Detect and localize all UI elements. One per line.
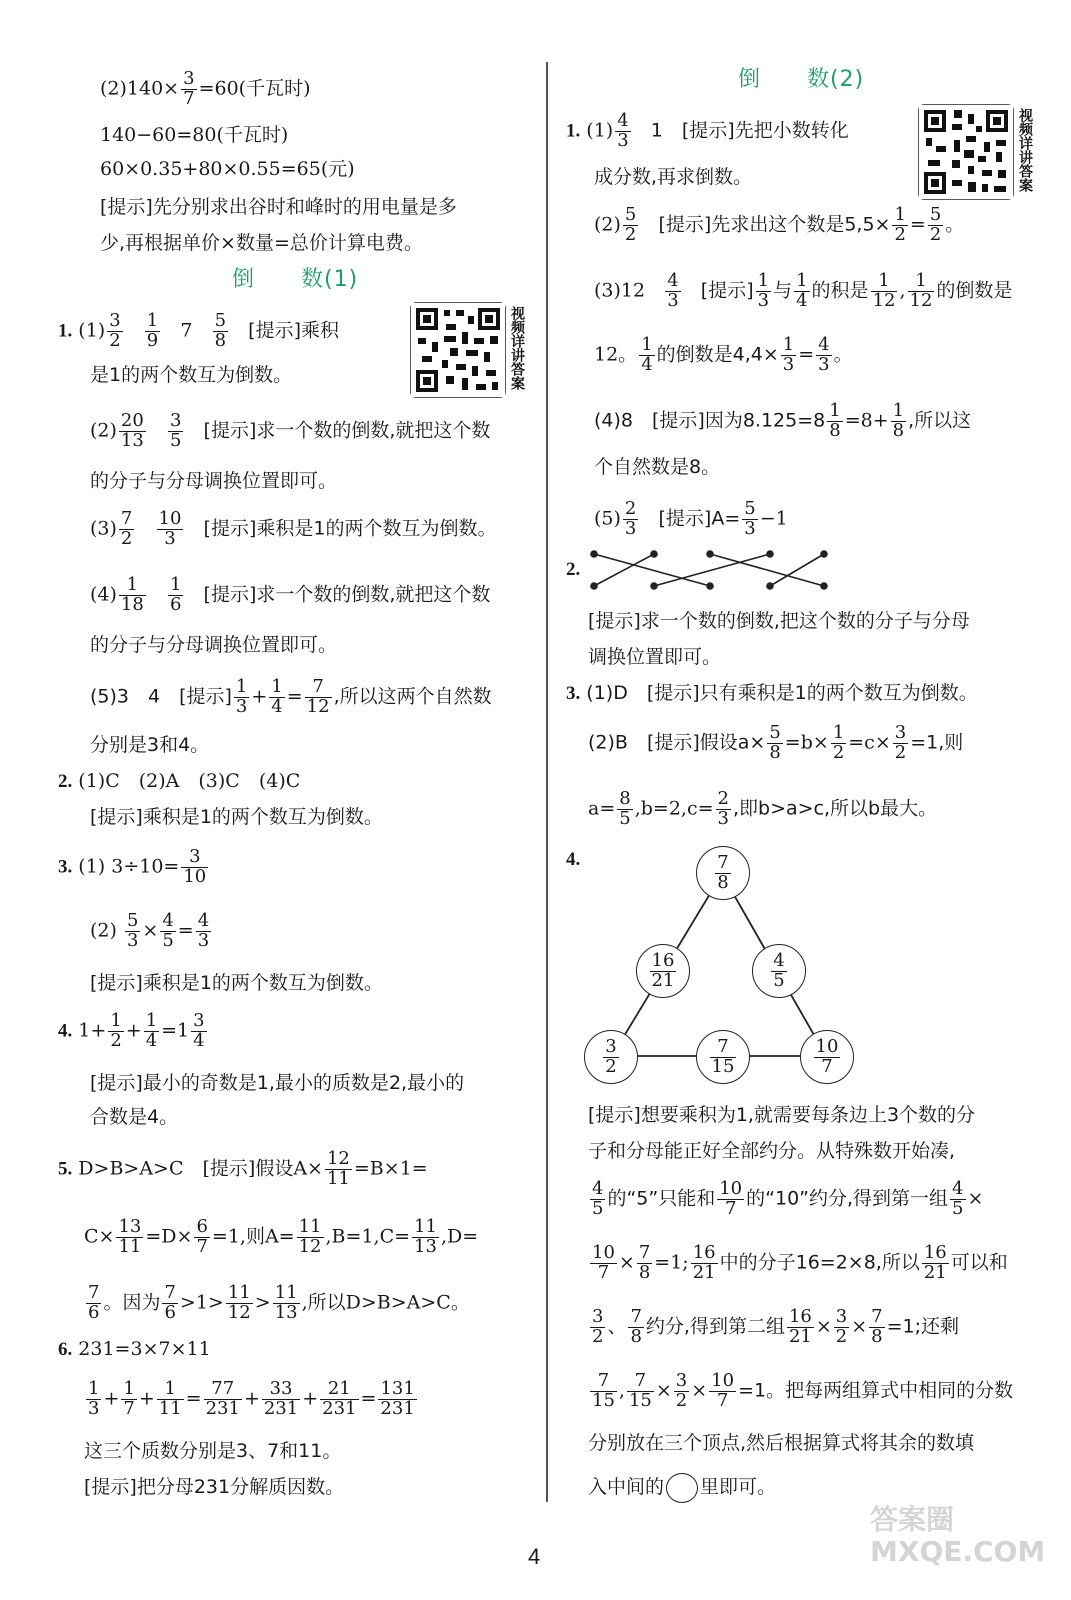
r-q4-hint-6: $\frac{7}{15}$ , $\frac{7}{15}$ × $\frac{3}{2}$ × $\frac{10}{7}$ =1。把每两组算式中相同的分数 xyxy=(592,1370,1014,1411)
circle-left-mid: $\frac{16}{21}$ xyxy=(636,944,690,998)
q1-1-line: 1. (1) $\frac{3}{2}$ $\frac{1}{9}$ 7 $\frac{5}{8}$ [提示]乘积 xyxy=(58,310,339,351)
section-title-1: 倒 数(1) xyxy=(232,267,359,292)
circle-bottom-left: $\frac{3}{2}$ xyxy=(584,1030,638,1084)
q1-5-line: (5)3 4 [提示] $\frac{1}{3}$ + $\frac{1}{4}$ = $\frac{7}{12}$ ,所以这两个自然数 xyxy=(90,676,492,717)
left-hint-2: 少,再根据单价×数量=总价计算电费。 xyxy=(100,232,423,254)
r3-cont: 12。 $\frac{1}{4}$ 的倒数是4,4× $\frac{1}{3}$ = $\frac{4}{3}$ 。 xyxy=(594,334,853,375)
r-q4-num: 4. xyxy=(566,849,581,870)
r-q4-hint-3: $\frac{4}{5}$ 的“5”只能和 $\frac{10}{7}$ 的“10”约分,得到第一组 $\frac{4}{5}$ × xyxy=(592,1178,984,1219)
left-line-3: 60×0.35+80×0.55=65(元) xyxy=(100,158,355,180)
q6-line-2: $\frac{1}{3}$ + $\frac{1}{7}$ + $\frac{1}{11}$ = $\frac{77}{231}$ + $\frac{33}{231}$ + $\frac{21}{231}$ = $\frac{131}{231}$ xyxy=(88,1378,415,1419)
r-q3-line-1: 3. (1)D [提示]只有乘积是1的两个数互为倒数。 xyxy=(566,682,978,704)
r5-line: (5) $\frac{2}{3}$ [提示]A= $\frac{5}{3}$ −1 xyxy=(594,498,788,539)
q1-1-cont: 是1的两个数互为倒数。 xyxy=(90,364,293,386)
left-line-1: (2)140× $\frac{3}{7}$ =60(千瓦时) xyxy=(100,68,311,109)
left-line-2: 140−60=80(千瓦时) xyxy=(100,124,289,146)
r-q3-line-2: (2)B [提示]假设a× $\frac{5}{8}$ =b× $\frac{1}{2}$ =c× $\frac{3}{2}$ =1,则 xyxy=(588,722,964,763)
circle-right-mid: $\frac{4}{5}$ xyxy=(752,944,806,998)
r2-line: (2) $\frac{5}{2}$ [提示]先求出这个数是5,5× $\frac{1}{2}$ = $\frac{5}{2}$ 。 xyxy=(594,204,965,245)
q5-line-2: C× $\frac{13}{11}$ =D× $\frac{6}{7}$ =1,则A= $\frac{11}{12}$ ,B=1,C= $\frac{11}{13}$ ,D= xyxy=(84,1216,479,1257)
r3-line: (3)12 $\frac{4}{3}$ [提示] $\frac{1}{3}$ 与 $\frac{1}{4}$ 的积是 $\frac{1}{12}$ , $\frac{1}{12}$ 的倒数是 xyxy=(594,270,1013,311)
q3-line-1: 3. (1) 3÷10= $\frac{3}{10}$ xyxy=(58,846,207,887)
r-q4-hint-5: $\frac{3}{2}$ 、 $\frac{7}{8}$ 约分,得到第二组 $\frac{16}{21}$ × $\frac{3}{2}$ × $\frac{7}{8}$ =1;还剩 xyxy=(592,1306,960,1347)
r-q4-hint-7: 分别放在三个顶点,然后根据算式将其余的数填 xyxy=(588,1432,975,1454)
r-q2-hint-2: 调换位置即可。 xyxy=(588,646,722,668)
r4-cont: 个自然数是8。 xyxy=(594,456,721,478)
r-q2-num: 2. xyxy=(566,559,581,580)
r1-cont: 成分数,再求倒数。 xyxy=(594,166,753,188)
r-q4-hint-1: [提示]想要乘积为1,就需要每条边上3个数的分 xyxy=(588,1104,976,1126)
q1-2-line: (2) $\frac{20}{13}$ $\frac{3}{5}$ [提示]求一个数的倒数,就把这个数 xyxy=(90,410,491,451)
circle-top: $\frac{7}{8}$ xyxy=(696,846,750,900)
q6-hint: [提示]把分母231分解质因数。 xyxy=(84,1476,345,1498)
q1-5-cont: 分别是3和4。 xyxy=(90,734,210,756)
q2-hint: [提示]乘积是1的两个数互为倒数。 xyxy=(90,806,383,828)
q4-hint-1: [提示]最小的奇数是1,最小的质数是2,最小的 xyxy=(90,1072,465,1094)
section-title-2: 倒 数(2) xyxy=(738,67,865,92)
r-q3-line-3: a= $\frac{8}{5}$ ,b=2,c= $\frac{2}{3}$ ,即b>a>c,所以b最大。 xyxy=(588,788,938,829)
q1-2-cont: 的分子与分母调换位置即可。 xyxy=(90,470,338,492)
q1-3-line: (3) $\frac{7}{2}$ $\frac{10}{3}$ [提示]乘积是1的两个数互为倒数。 xyxy=(90,508,497,549)
qr-code-1[interactable] xyxy=(410,302,506,398)
column-divider xyxy=(546,62,548,1502)
r-q4-hint-2: 子和分母能正好全部约分。从特殊数开始凑, xyxy=(588,1140,956,1162)
q4-line: 4. 1+ $\frac{1}{2}$ + $\frac{1}{4}$ =1 $\frac{3}{4}$ xyxy=(58,1010,205,1051)
matching-lines-diagram xyxy=(588,548,830,594)
r-q4-hint-4: $\frac{10}{7}$ × $\frac{7}{8}$ =1; $\frac{16}{21}$ 中的分子16=2×8,所以 $\frac{16}{21}$ 可以和 xyxy=(592,1242,1008,1283)
page-number: 4 xyxy=(528,1544,541,1569)
watermark: 答案圈 MXQE.COM xyxy=(870,1503,1046,1568)
r-q2-hint-1: [提示]求一个数的倒数,把这个数的分子与分母 xyxy=(588,610,970,632)
r-q4-hint-8: 入中间的 里即可。 xyxy=(588,1470,776,1504)
circle-bottom-mid: $\frac{7}{15}$ xyxy=(696,1030,750,1084)
left-hint-1: [提示]先分别求出谷时和峰时的用电量是多 xyxy=(100,196,457,218)
q1-4-line: (4) $\frac{1}{18}$ $\frac{1}{6}$ [提示]求一个数的倒数,就把这个数 xyxy=(90,574,491,615)
q1-4-cont: 的分子与分母调换位置即可。 xyxy=(90,634,338,656)
circle-bottom-right: $\frac{10}{7}$ xyxy=(800,1030,854,1084)
r4-line: (4)8 [提示]因为8.125=8 $\frac{1}{8}$ =8+ $\frac{1}{8}$ ,所以这 xyxy=(594,400,972,441)
q2-line: 2. (1)C (2)A (3)C (4)C xyxy=(58,770,301,792)
q6-line-3: 这三个质数分别是3、7和11。 xyxy=(84,1440,342,1462)
q3-hint: [提示]乘积是1的两个数互为倒数。 xyxy=(90,972,383,994)
empty-circle-icon xyxy=(666,1473,698,1503)
q4-hint-2: 合数是4。 xyxy=(90,1106,179,1128)
r1-line: 1. (1) $\frac{4}{3}$ 1 [提示]先把小数转化 xyxy=(566,110,849,151)
q3-line-2: (2) $\frac{5}{3}$ × $\frac{4}{5}$ = $\frac{4}{3}$ xyxy=(90,910,210,951)
q5-line-1: 5. D>B>A>C [提示]假设A× $\frac{12}{11}$ =B×1= xyxy=(58,1148,428,1189)
qr-label-1: 视频详讲答案 xyxy=(509,306,525,390)
q6-line-1: 6. 231=3×7×11 xyxy=(58,1338,211,1360)
qr-label-2: 视频详讲答案 xyxy=(1017,108,1033,192)
q5-line-3: $\frac{7}{6}$ 。因为 $\frac{7}{6}$ >1> $\frac{11}{12}$ > $\frac{11}{13}$ ,所以D>B>A>C。 xyxy=(88,1282,470,1323)
qr-code-2[interactable] xyxy=(918,104,1014,200)
